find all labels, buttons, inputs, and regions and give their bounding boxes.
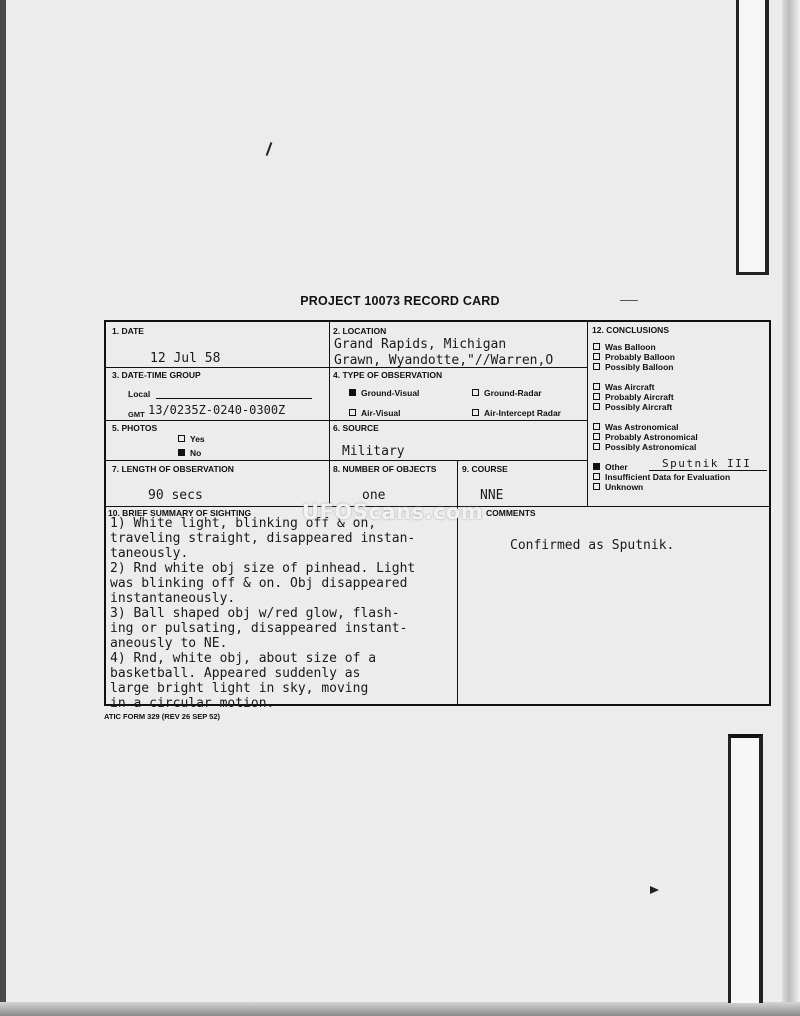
obs-ground-visual: Ground-Visual <box>349 388 419 398</box>
checkbox-icon <box>472 409 479 416</box>
checkbox-icon <box>593 483 600 490</box>
summary-line: 1) White light, blinking off & on, <box>110 516 377 531</box>
obs-air-visual: Air-Visual <box>349 408 401 418</box>
conclusion-possibly-balloon: Possibly Balloon <box>593 362 674 372</box>
obs-air-intercept-radar: Air-Intercept Radar <box>472 408 561 418</box>
length-value: 90 secs <box>148 488 203 503</box>
checkbox-icon <box>593 393 600 400</box>
photos-no: No <box>178 448 201 458</box>
checkbox-icon <box>593 403 600 410</box>
conclusions-header: 12. CONCLUSIONS <box>592 325 669 335</box>
checkbox-icon <box>593 363 600 370</box>
other-value: Sputnik III <box>662 457 752 470</box>
conclusion-was-balloon: Was Balloon <box>593 342 656 352</box>
summary-line: basketball. Appeared suddenly as <box>110 666 361 681</box>
checked-box-icon <box>349 389 356 396</box>
date-header: 1. DATE <box>112 326 144 336</box>
photos-yes: Yes <box>178 434 205 444</box>
watermark: UFOScans.com <box>302 500 484 524</box>
summary-line: in a circular motion. <box>110 696 275 711</box>
local-label: Local <box>128 389 151 399</box>
number-of-objects-header: 8. NUMBER OF OBJECTS <box>333 464 437 474</box>
checkbox-icon <box>178 435 185 442</box>
summary-header: 10. BRIEF SUMMARY OF SIGHTING <box>108 508 252 518</box>
checkbox-icon <box>593 353 600 360</box>
card-title: PROJECT 10073 RECORD CARD <box>300 294 500 308</box>
checked-box-icon <box>593 463 600 470</box>
location-header: 2. LOCATION <box>333 326 387 336</box>
conclusion-probably-balloon: Probably Balloon <box>593 352 675 362</box>
length-header: 7. LENGTH OF OBSERVATION <box>112 464 234 474</box>
form-number: ATIC FORM 329 (REV 26 SEP 52) <box>104 712 221 721</box>
divider <box>329 322 330 506</box>
checkbox-icon <box>593 343 600 350</box>
comments-header: COMMENTS <box>486 508 536 518</box>
scan-bottom-edge <box>0 1002 800 1016</box>
conclusion-possibly-astronomical: Possibly Astronomical <box>593 442 696 452</box>
checkbox-icon <box>593 473 600 480</box>
date-time-group-header: 3. DATE-TIME GROUP <box>112 370 201 380</box>
checkbox-icon <box>593 433 600 440</box>
summary-line: aneously to NE. <box>110 636 228 651</box>
checkbox-icon <box>593 443 600 450</box>
local-underline <box>156 398 312 399</box>
conclusion-probably-astronomical: Probably Astronomical <box>593 432 698 442</box>
summary-line: instantaneously. <box>110 591 236 606</box>
summary-line: 4) Rnd, white obj, about size of a <box>110 651 377 666</box>
other-underline <box>649 470 767 471</box>
conclusion-probably-aircraft: Probably Aircraft <box>593 392 674 402</box>
location-line2: Grawn, Wyandotte,"//Warren,O <box>334 353 554 368</box>
conclusion-other: Other <box>593 462 628 472</box>
summary-line: traveling straight, disappeared instan- <box>110 531 416 546</box>
summary-text <box>110 516 460 711</box>
divider <box>587 322 588 506</box>
number-of-objects-value: one <box>362 488 386 503</box>
checkbox-icon <box>593 423 600 430</box>
checkbox-icon <box>349 409 356 416</box>
summary-line: ing or pulsating, disappeared instant- <box>110 621 408 636</box>
film-strip-top <box>736 0 769 275</box>
course-value: NNE <box>480 488 504 503</box>
gmt-value: 13/0235Z-0240-0300Z <box>148 403 286 417</box>
conclusion-insufficient: Insufficient Data for Evaluation <box>593 472 730 482</box>
conclusion-possibly-aircraft: Possibly Aircraft <box>593 402 672 412</box>
summary-line: 3) Ball shaped obj w/red glow, flash- <box>110 606 400 621</box>
location-line1: Grand Rapids, Michigan <box>334 337 507 352</box>
summary-line: 2) Rnd white obj size of pinhead. Light <box>110 561 416 576</box>
summary-line: large bright light in sky, moving <box>110 681 369 696</box>
conclusion-was-aircraft: Was Aircraft <box>593 382 654 392</box>
pen-mark <box>266 142 273 156</box>
checked-box-icon <box>178 449 185 456</box>
type-of-observation-header: 4. TYPE OF OBSERVATION <box>333 370 443 380</box>
film-strip-bottom <box>728 734 763 1003</box>
obs-ground-radar: Ground-Radar <box>472 388 542 398</box>
course-header: 9. COURSE <box>462 464 508 474</box>
summary-line: was blinking off & on. Obj disappeared <box>110 576 408 591</box>
source-header: 6. SOURCE <box>333 423 379 433</box>
checkbox-icon <box>472 389 479 396</box>
scan-right-edge <box>782 0 800 1016</box>
source-value: Military <box>342 444 405 459</box>
gmt-label: GMT <box>128 410 145 419</box>
conclusion-was-astronomical: Was Astronomical <box>593 422 679 432</box>
divider <box>106 460 587 461</box>
photos-header: 5. PHOTOS <box>112 423 158 433</box>
checkbox-icon <box>593 383 600 390</box>
conclusion-unknown: Unknown <box>593 482 643 492</box>
summary-line: taneously. <box>110 546 189 561</box>
arrow-mark-icon <box>650 886 659 894</box>
comments-value: Confirmed as Sputnik. <box>510 538 675 553</box>
scan-left-edge <box>0 0 6 1016</box>
date-value: 12 Jul 58 <box>150 351 221 366</box>
divider <box>106 420 587 421</box>
